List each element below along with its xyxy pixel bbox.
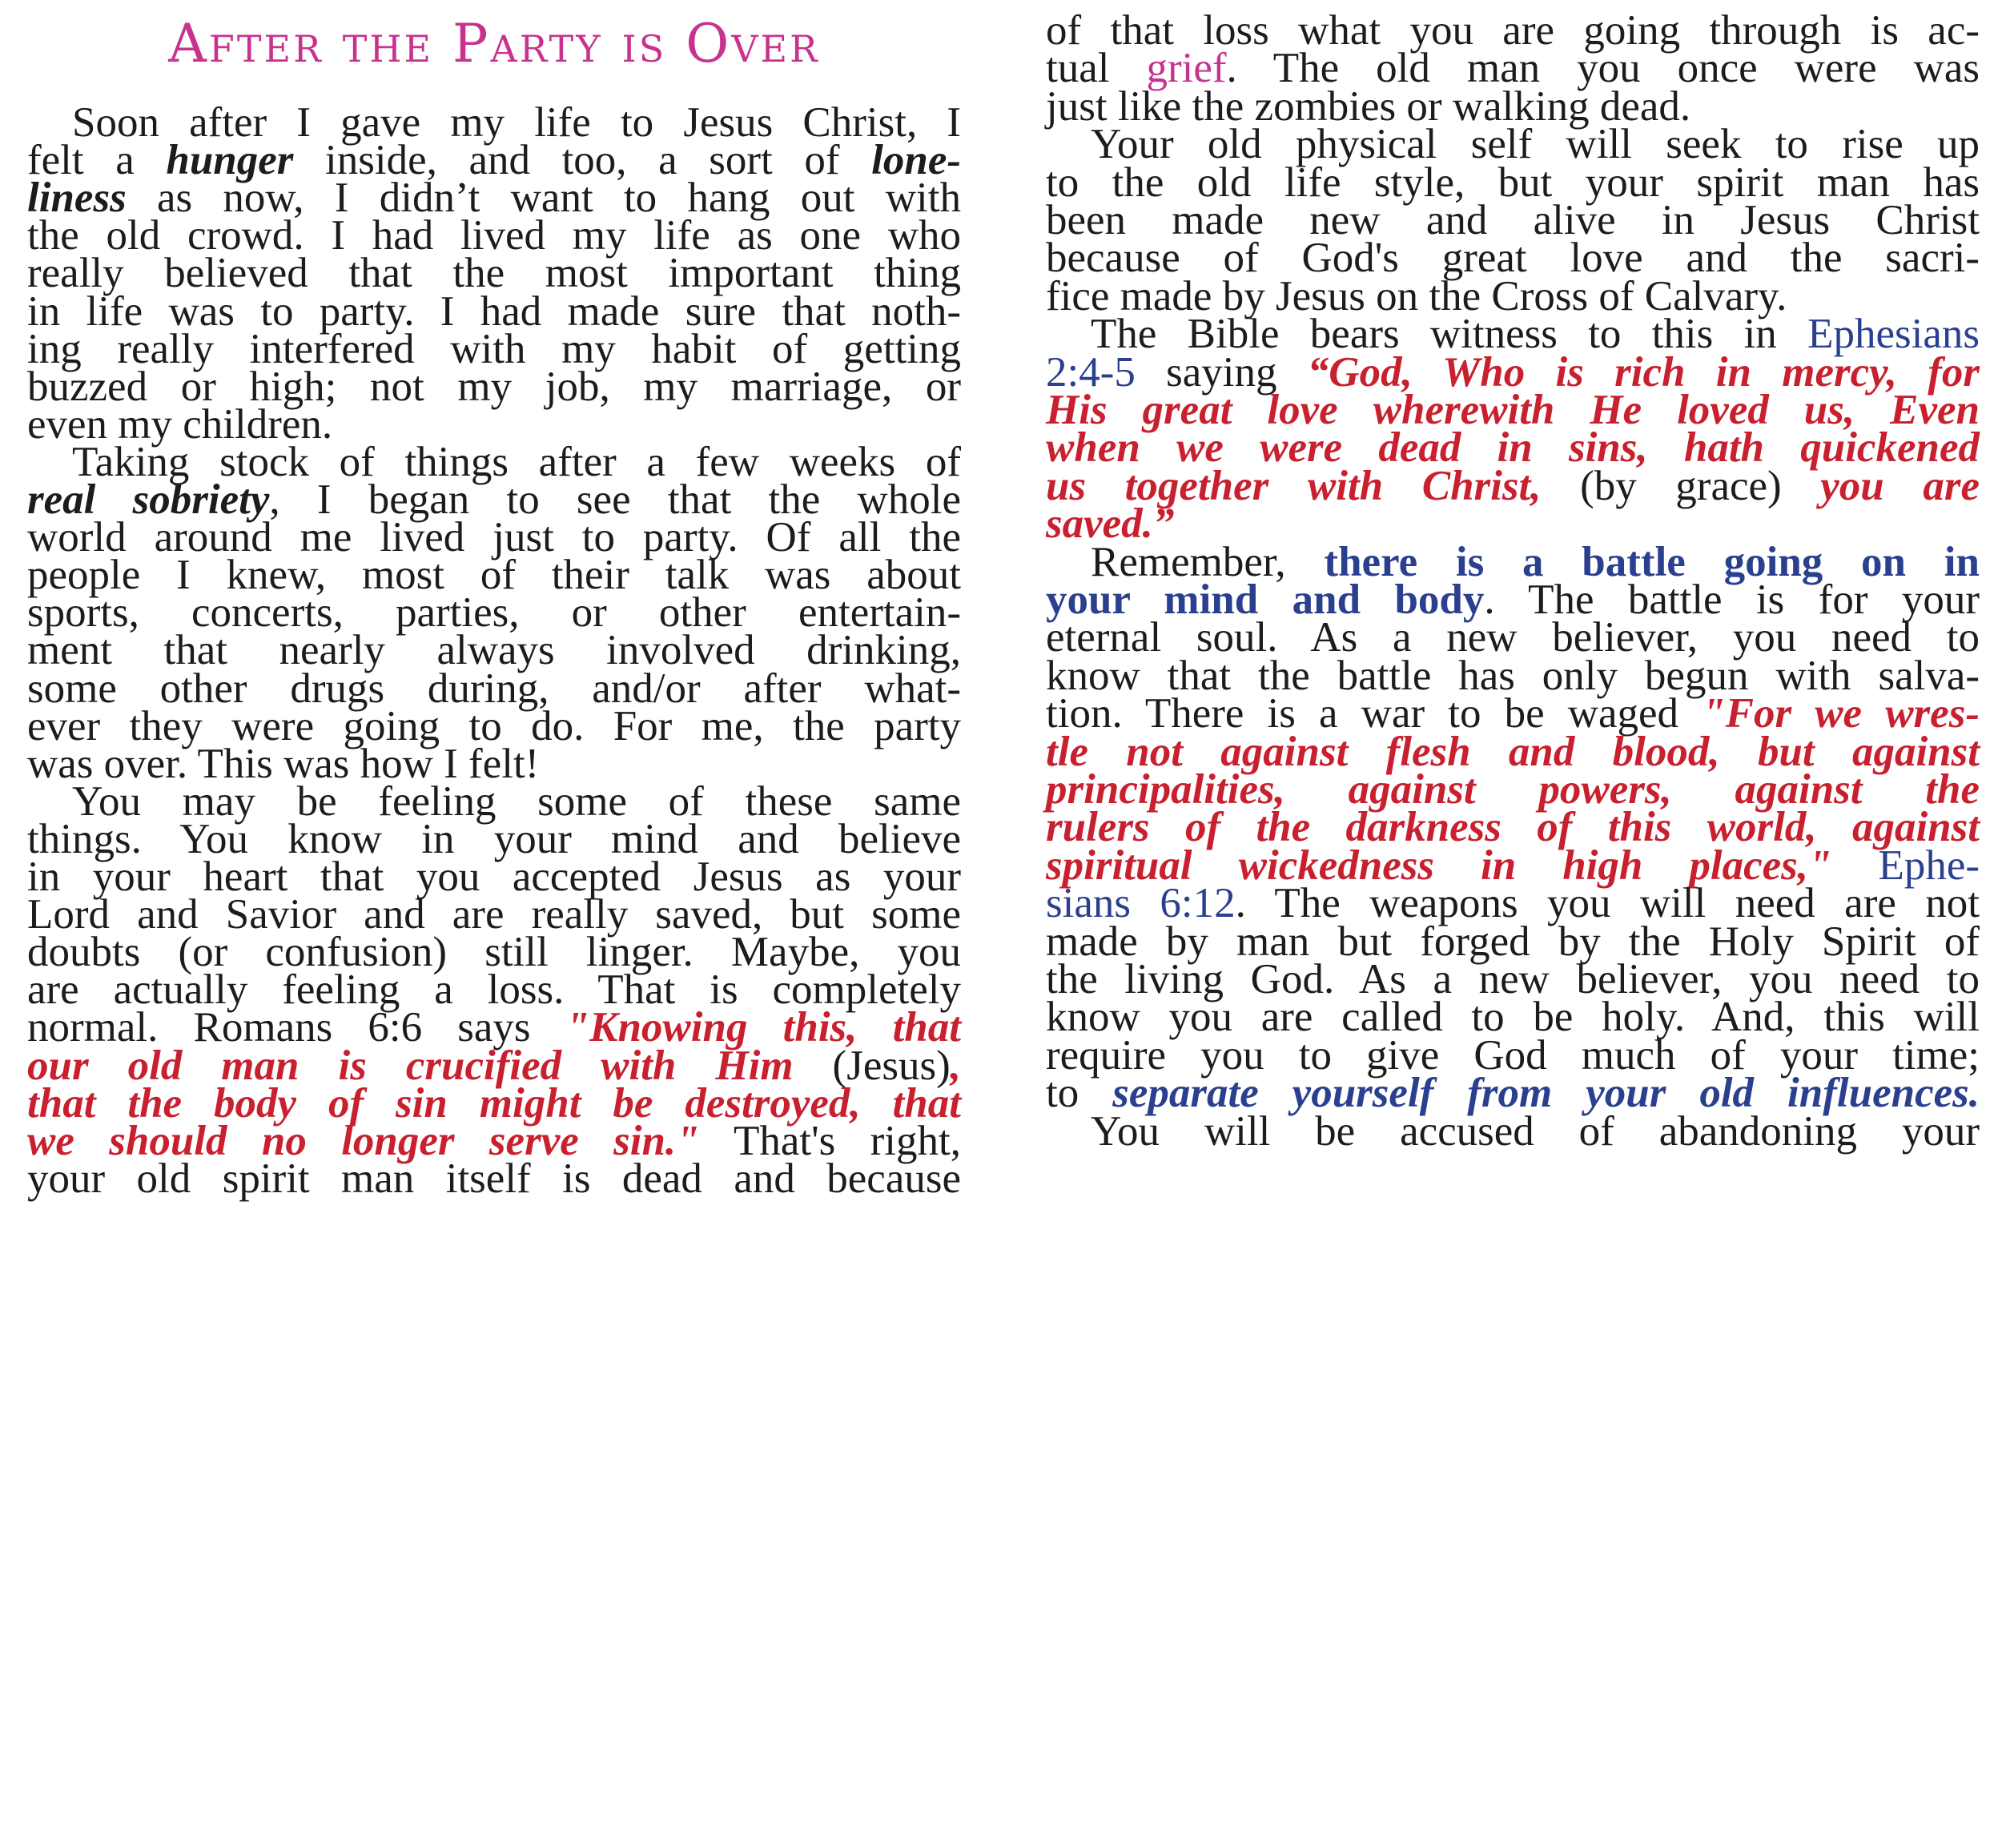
- text-span: people I knew, most of their talk was about: [27, 552, 961, 599]
- styled-text-span: separate yourself from your old influences.: [1112, 1070, 1980, 1117]
- text-span: know you are called to be holy. And, this will: [1046, 994, 1980, 1041]
- styled-text-span: liness: [27, 175, 127, 222]
- text-span: sports, concerts, parties, or other entertain-: [27, 589, 961, 637]
- styled-text-span: you are: [1820, 462, 1980, 509]
- styled-text-span: rulers of the darkness of this world, against: [1046, 804, 1980, 851]
- text-span: the living God. As a new believer, you need to: [1046, 956, 1980, 1002]
- text-span: . The old man you once were was: [1226, 45, 1980, 92]
- text-span: Taking stock of things after a few weeks of: [72, 438, 961, 485]
- text-span: of that loss what you are going through is ac-: [1046, 7, 1980, 54]
- text-span: require you to give God much of your time;: [1046, 1031, 1980, 1079]
- styled-text-span: sians 6:12: [1046, 880, 1236, 927]
- text-span: in your heart that you accepted Jesus as your: [27, 854, 961, 900]
- styled-text-span: us together with Christ,: [1046, 462, 1542, 509]
- styled-text-span: there is a battle going on in: [1324, 538, 1980, 585]
- text-span: made by man but forged by the Holy Spirit of: [1046, 918, 1980, 965]
- text-span: Your old physical self will seek to rise up: [1091, 121, 1980, 168]
- text-span: world around me lived just to party. Of all the: [27, 514, 961, 561]
- styled-text-span: that the body of sin might be destroyed, that: [27, 1079, 961, 1127]
- text-span: , I began to see that the whole: [269, 476, 962, 523]
- text-span: really believed that the most important thing: [27, 250, 961, 297]
- text-span: That's right,: [699, 1117, 961, 1164]
- styled-text-span: Ephe-: [1831, 842, 1980, 889]
- text-span: fice made by Jesus on the Cross of Calvary.: [1046, 272, 1787, 319]
- styled-text-span: spiritual wickedness in high places,": [1046, 842, 1832, 889]
- text-span: You will be accused of abandoning your: [1091, 1107, 1980, 1155]
- text-span: your old spirit man itself is dead and because: [27, 1155, 961, 1202]
- text-span: Soon after I gave my life to Jesus Christ, I: [72, 99, 961, 146]
- text-span: just like the zombies or walking dead.: [1046, 82, 1691, 130]
- text-span: know that the battle has only begun with salva-: [1046, 652, 1980, 699]
- text-span: felt a: [27, 137, 167, 184]
- text-span: The Bible bears witness to this in: [1091, 311, 1808, 358]
- styled-text-span: our old man is crucified with Him: [27, 1042, 794, 1089]
- text-span: Remember,: [1091, 538, 1325, 585]
- text-span: normal. Romans 6:6 says: [27, 1004, 566, 1051]
- text-span: ever they were going to do. For me, the party: [27, 702, 961, 749]
- page-title: After the Party is Over: [168, 13, 820, 74]
- styled-text-span: real sobriety: [27, 476, 270, 523]
- text-span: You may be feeling some of these same: [72, 777, 961, 825]
- text-line: [1046, 1101, 1980, 1162]
- styled-text-span: lone-: [871, 137, 961, 184]
- styled-text-span: His great love wherewith He loved us, Even: [1046, 387, 1980, 433]
- text-span: . The battle is for your: [1484, 576, 1980, 623]
- text-span: tual: [1046, 45, 1147, 92]
- styled-text-span: “God, Who is rich in mercy, for: [1307, 348, 1980, 396]
- text-span: ing really interfered with my habit of getting: [27, 325, 961, 372]
- text-span: ment that nearly always involved drinking,: [27, 627, 961, 674]
- text-span: been made new and alive in Jesus Christ: [1046, 197, 1980, 243]
- text-span: inside, and too, a sort of: [293, 137, 872, 184]
- text-span: eternal soul. As a new believer, you need to: [1046, 614, 1980, 661]
- text-span: (by grace): [1541, 462, 1821, 509]
- styled-text-span: your mind and body: [1046, 576, 1485, 623]
- styled-text-span: "Knowing this, that: [565, 1004, 961, 1051]
- text-span: as now, I didn’t want to hang out with: [126, 175, 961, 222]
- text-span: in life was to party. I had made sure that noth-: [27, 287, 961, 335]
- styled-text-span: we should no longer serve sin.": [27, 1117, 700, 1164]
- text-span: . The weapons you will need are not: [1235, 880, 1980, 927]
- text-span: was over. This was how I felt!: [27, 740, 540, 787]
- text-span: to the old life style, but your spirit man has: [1046, 159, 1980, 206]
- text-span: doubts (or confusion) still linger. Maybe, you: [27, 929, 961, 976]
- styled-text-span: 2:4-5: [1046, 348, 1136, 396]
- text-span: things. You know in your mind and believe: [27, 815, 961, 862]
- text-span: even my children.: [27, 400, 333, 448]
- text-span: (Jesus): [793, 1042, 951, 1089]
- text-span: saying: [1135, 348, 1308, 396]
- styled-text-span: hunger: [166, 137, 294, 184]
- styled-text-span: Ephesians: [1807, 311, 1980, 358]
- text-span: are actually feeling a loss. That is completely: [27, 966, 961, 1014]
- styled-text-span: when we were dead in sins, hath quickened: [1046, 424, 1980, 472]
- text-span: the old crowd. I had lived my life as one who: [27, 212, 961, 259]
- styled-text-span: grief: [1146, 45, 1227, 92]
- styled-text-span: tle not against flesh and blood, but against: [1046, 728, 1980, 775]
- styled-text-span: "For we wres-: [1702, 690, 1980, 737]
- text-span: to: [1046, 1070, 1113, 1117]
- text-span: tion. There is a war to be waged: [1046, 690, 1703, 737]
- text-span: Lord and Savior and are really saved, but some: [27, 891, 961, 938]
- text-span: because of God's great love and the sacri-: [1046, 235, 1980, 282]
- styled-text-span: ,: [950, 1042, 962, 1089]
- styled-text-span: saved.”: [1046, 500, 1175, 548]
- text-line: [27, 1148, 961, 1209]
- styled-text-span: principalities, against powers, against the: [1046, 766, 1980, 813]
- text-span: some other drugs during, and/or after what-: [27, 665, 961, 712]
- text-span: buzzed or high; not my job, my marriage, or: [27, 363, 961, 410]
